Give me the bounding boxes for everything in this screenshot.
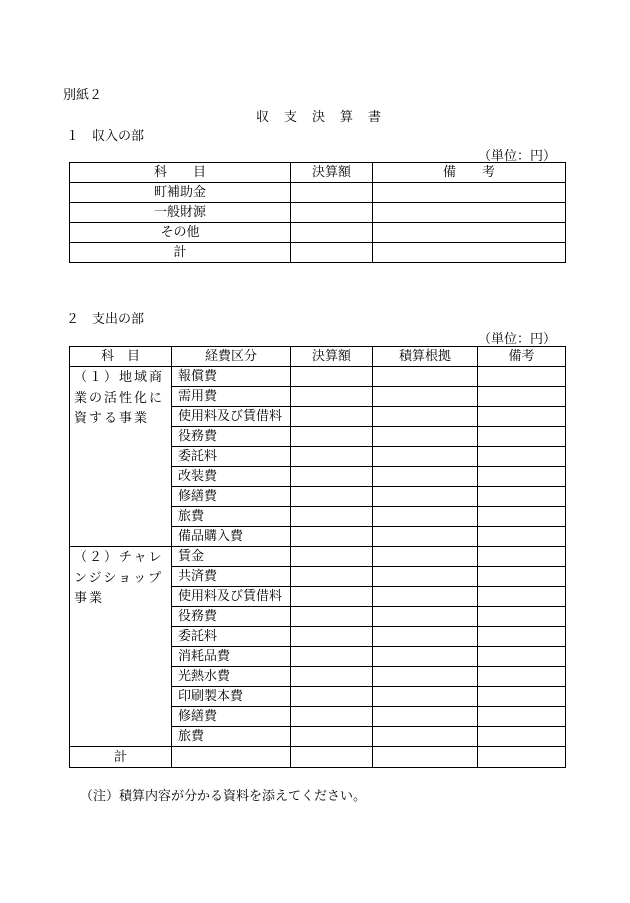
category-2-name: （２）チャレンジショップ事業 bbox=[70, 547, 172, 747]
expense-item: 委託料 bbox=[172, 627, 291, 647]
income-total-label: 計 bbox=[70, 243, 291, 263]
expense-item: 報償費 bbox=[172, 367, 291, 387]
category-1-name: （１）地域商業の活性化に資する事業 bbox=[70, 367, 172, 547]
expense-item: 旅費 bbox=[172, 507, 291, 527]
expense-header-remarks: 備考 bbox=[478, 347, 566, 367]
expense-table bbox=[69, 346, 566, 768]
table-row bbox=[70, 203, 566, 223]
expense-item: 使用料及び賃借料 bbox=[172, 587, 291, 607]
remarks-cell[interactable] bbox=[478, 367, 566, 387]
expense-header-category: 経費区分 bbox=[172, 347, 291, 367]
remarks-cell[interactable] bbox=[478, 607, 566, 627]
amount-cell[interactable] bbox=[291, 527, 373, 547]
amount-cell[interactable] bbox=[291, 627, 373, 647]
basis-cell[interactable] bbox=[373, 567, 478, 587]
income-header-subject: 科 目 bbox=[70, 163, 291, 183]
remarks-cell[interactable] bbox=[478, 487, 566, 507]
expense-item: 使用料及び賃借料 bbox=[172, 407, 291, 427]
remarks-cell[interactable] bbox=[478, 507, 566, 527]
expense-item: 共済費 bbox=[172, 567, 291, 587]
income-header-amount: 決算額 bbox=[291, 163, 373, 183]
document-title: 収 支 決 算 書 bbox=[256, 110, 383, 125]
amount-cell[interactable] bbox=[291, 607, 373, 627]
amount-cell[interactable] bbox=[291, 707, 373, 727]
amount-cell[interactable] bbox=[291, 667, 373, 687]
remarks-cell[interactable] bbox=[373, 203, 566, 223]
income-item: 一般財源 bbox=[70, 203, 291, 223]
expense-item: 旅費 bbox=[172, 727, 291, 747]
remarks-cell[interactable] bbox=[478, 727, 566, 747]
remarks-cell[interactable] bbox=[373, 243, 566, 263]
basis-cell[interactable] bbox=[373, 727, 478, 747]
amount-cell[interactable] bbox=[291, 687, 373, 707]
category-cell[interactable] bbox=[172, 747, 291, 768]
remarks-cell[interactable] bbox=[478, 587, 566, 607]
expense-item: 需用費 bbox=[172, 387, 291, 407]
remarks-cell[interactable] bbox=[478, 667, 566, 687]
amount-cell[interactable] bbox=[291, 487, 373, 507]
expense-item: 委託料 bbox=[172, 447, 291, 467]
amount-cell[interactable] bbox=[291, 407, 373, 427]
basis-cell[interactable] bbox=[373, 387, 478, 407]
amount-cell[interactable] bbox=[291, 747, 373, 768]
expense-item: 賃金 bbox=[172, 547, 291, 567]
basis-cell[interactable] bbox=[373, 527, 478, 547]
amount-cell[interactable] bbox=[291, 547, 373, 567]
table-row bbox=[70, 183, 566, 203]
expense-header-amount: 決算額 bbox=[291, 347, 373, 367]
basis-cell[interactable] bbox=[373, 507, 478, 527]
basis-cell[interactable] bbox=[373, 587, 478, 607]
remarks-cell[interactable] bbox=[478, 567, 566, 587]
basis-cell[interactable] bbox=[373, 407, 478, 427]
expense-item: 消耗品費 bbox=[172, 647, 291, 667]
remarks-cell[interactable] bbox=[478, 467, 566, 487]
basis-cell[interactable] bbox=[373, 447, 478, 467]
expense-header-subject: 科 目 bbox=[70, 347, 172, 367]
amount-cell[interactable] bbox=[291, 203, 373, 223]
remarks-cell[interactable] bbox=[478, 747, 566, 768]
expense-item: 印刷製本費 bbox=[172, 687, 291, 707]
amount-cell[interactable] bbox=[291, 223, 373, 243]
expense-item: 光熱水費 bbox=[172, 667, 291, 687]
remarks-cell[interactable] bbox=[478, 627, 566, 647]
basis-cell[interactable] bbox=[373, 367, 478, 387]
amount-cell[interactable] bbox=[291, 243, 373, 263]
amount-cell[interactable] bbox=[291, 467, 373, 487]
income-unit: （単位：円） bbox=[478, 149, 557, 164]
expense-item: 改装費 bbox=[172, 467, 291, 487]
basis-cell[interactable] bbox=[373, 607, 478, 627]
expense-item: 修繕費 bbox=[172, 487, 291, 507]
table-row bbox=[70, 547, 566, 567]
basis-cell[interactable] bbox=[373, 467, 478, 487]
income-header-remarks: 備 考 bbox=[373, 163, 566, 183]
income-item: 町補助金 bbox=[70, 183, 291, 203]
expense-item: 役務費 bbox=[172, 427, 291, 447]
attachment-label: 別紙２ bbox=[63, 88, 103, 103]
basis-cell[interactable] bbox=[373, 667, 478, 687]
basis-cell[interactable] bbox=[373, 747, 478, 768]
income-heading: １ 収入の部 bbox=[66, 129, 145, 144]
basis-cell[interactable] bbox=[373, 627, 478, 647]
expense-item: 役務費 bbox=[172, 607, 291, 627]
table-row bbox=[70, 223, 566, 243]
remarks-cell[interactable] bbox=[478, 427, 566, 447]
table-row bbox=[70, 367, 566, 387]
remarks-cell[interactable] bbox=[478, 547, 566, 567]
expense-unit: （単位：円） bbox=[478, 332, 557, 347]
remarks-cell[interactable] bbox=[478, 527, 566, 547]
remarks-cell[interactable] bbox=[478, 447, 566, 467]
expense-item: 修繕費 bbox=[172, 707, 291, 727]
amount-cell[interactable] bbox=[291, 727, 373, 747]
amount-cell[interactable] bbox=[291, 183, 373, 203]
amount-cell[interactable] bbox=[291, 587, 373, 607]
expense-header-basis: 積算根拠 bbox=[373, 347, 478, 367]
amount-cell[interactable] bbox=[291, 567, 373, 587]
expense-total-label: 計 bbox=[70, 747, 172, 768]
basis-cell[interactable] bbox=[373, 487, 478, 507]
expense-total-row bbox=[70, 747, 566, 768]
basis-cell[interactable] bbox=[373, 687, 478, 707]
expense-heading: ２ 支出の部 bbox=[66, 312, 145, 327]
income-header-row bbox=[70, 163, 566, 183]
expense-header-row bbox=[70, 347, 566, 367]
amount-cell[interactable] bbox=[291, 387, 373, 407]
footnote: （注）積算内容が分かる資料を添えてください。 bbox=[80, 789, 367, 804]
remarks-cell[interactable] bbox=[478, 387, 566, 407]
basis-cell[interactable] bbox=[373, 647, 478, 667]
amount-cell[interactable] bbox=[291, 427, 373, 447]
amount-cell[interactable] bbox=[291, 367, 373, 387]
amount-cell[interactable] bbox=[291, 647, 373, 667]
remarks-cell[interactable] bbox=[478, 687, 566, 707]
amount-cell[interactable] bbox=[291, 507, 373, 527]
table-row bbox=[70, 243, 566, 263]
remarks-cell[interactable] bbox=[478, 707, 566, 727]
basis-cell[interactable] bbox=[373, 427, 478, 447]
income-item: その他 bbox=[70, 223, 291, 243]
basis-cell[interactable] bbox=[373, 547, 478, 567]
basis-cell[interactable] bbox=[373, 707, 478, 727]
remarks-cell[interactable] bbox=[373, 223, 566, 243]
expense-item: 備品購入費 bbox=[172, 527, 291, 547]
income-table bbox=[69, 162, 566, 263]
remarks-cell[interactable] bbox=[478, 407, 566, 427]
remarks-cell[interactable] bbox=[373, 183, 566, 203]
amount-cell[interactable] bbox=[291, 447, 373, 467]
remarks-cell[interactable] bbox=[478, 647, 566, 667]
